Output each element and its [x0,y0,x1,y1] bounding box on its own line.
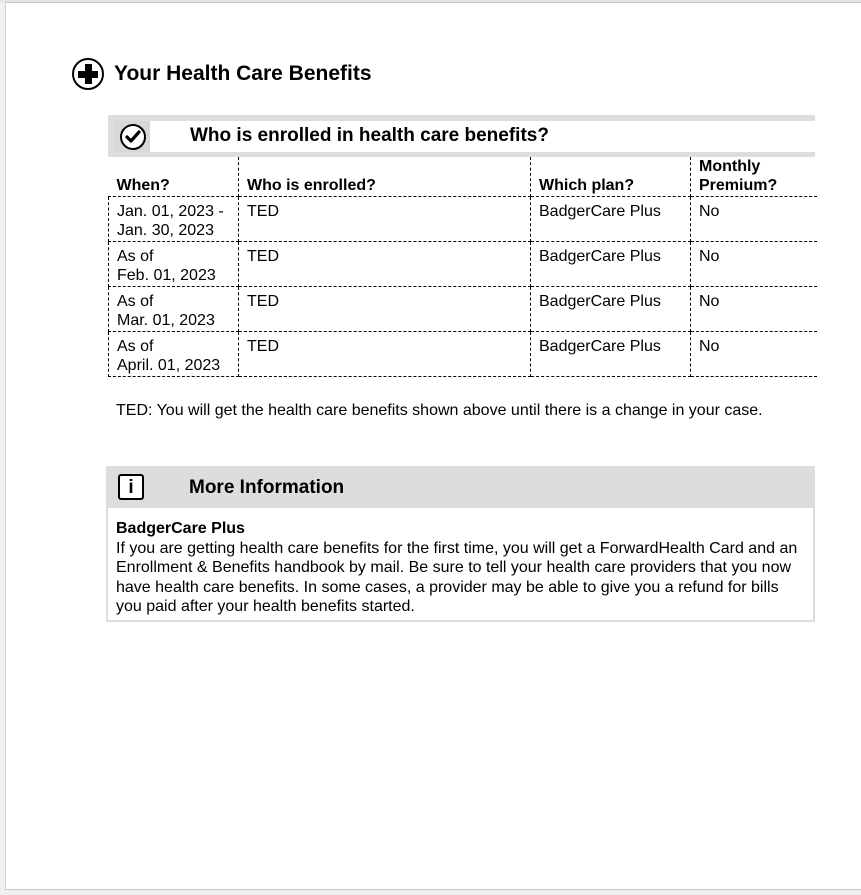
cell-plan: BadgerCare Plus [531,332,691,377]
check-icon-box [114,121,150,152]
more-info-header [108,468,813,511]
cell-plan: BadgerCare Plus [531,287,691,332]
cell-when [109,332,239,377]
more-info-text: If you are getting health care benefits for the first time, you will get a ForwardHealth Card and an Enrollment & Benefits handbook by mail. Be sure to tell your health care providers that you now have health care benefits. In some cases, a provider may be able to give you a refund for bills you paid after your health benefits started. [116,539,798,615]
column-header-premium [691,157,817,197]
premium-header-text: Monthly Premium? [699,158,778,194]
when-line1: As of [117,338,154,355]
when-line1: Jan. 01, 2023 - [117,203,224,220]
cell-plan: BadgerCare Plus [531,242,691,287]
table-row [109,197,817,242]
plus-circle-icon [72,58,104,90]
cell-who: TED [239,197,531,242]
enrollment-header [108,115,815,157]
when-line2: Feb. 01, 2023 [117,267,216,284]
when-line2: April. 01, 2023 [117,357,221,374]
table-row [109,332,817,377]
table-row [109,287,817,332]
section-title: Your Health Care Benefits [114,62,372,85]
when-line2: Mar. 01, 2023 [117,312,215,329]
more-info-body [116,519,805,617]
more-info-title: More Information [189,477,345,498]
column-header-when: When? [109,157,239,197]
table-row [109,242,817,287]
more-info-subtitle: BadgerCare Plus [116,520,245,537]
check-circle-icon [120,124,146,150]
when-line2: Jan. 30, 2023 [117,222,214,239]
more-info-box [106,466,815,622]
cell-who: TED [239,287,531,332]
column-header-plan: Which plan? [531,157,691,197]
enrollment-table [108,157,817,377]
cell-premium: No [691,242,817,287]
info-icon: i [118,474,144,500]
table-header-row [109,157,817,197]
cell-when [109,242,239,287]
cell-premium: No [691,332,817,377]
cell-who: TED [239,332,531,377]
cell-premium: No [691,197,817,242]
when-line1: As of [117,293,154,310]
cell-plan: BadgerCare Plus [531,197,691,242]
cell-who: TED [239,242,531,287]
when-line1: As of [117,248,154,265]
cell-premium: No [691,287,817,332]
column-header-who: Who is enrolled? [239,157,531,197]
cell-when [109,287,239,332]
section-header [72,56,372,92]
enrollment-note: TED: You will get the health care benefits shown above until there is a change in your case. [116,402,763,419]
enrollment-title: Who is enrolled in health care benefits? [190,125,549,146]
cell-when [109,197,239,242]
